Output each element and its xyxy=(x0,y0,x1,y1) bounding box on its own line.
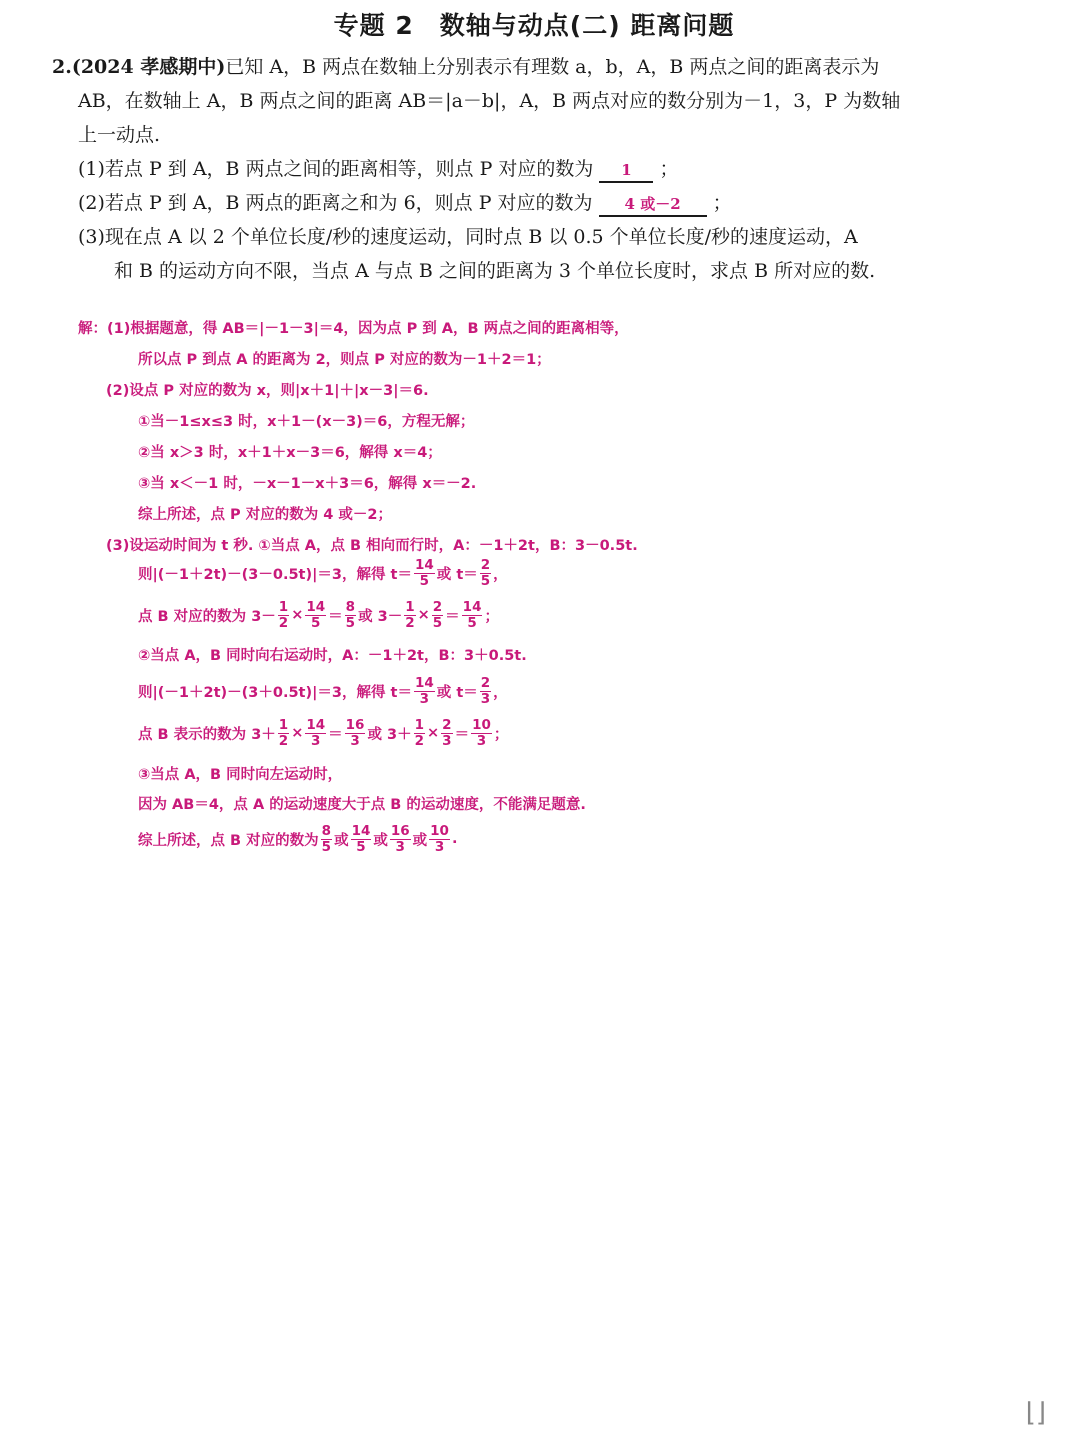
fraction: $\frac{1}{2}$ xyxy=(405,598,415,631)
solution-line-6: ③当 x＜－1 时，－x－1－x＋3＝6，解得 x＝－2. xyxy=(138,475,477,492)
fraction: $\frac{14}{3}$ xyxy=(306,716,326,749)
question-source: (2024 孝感期中) xyxy=(71,56,226,78)
solution-line-3: (2)设点 P 对应的数为 x，则|x＋1|＋|x－3|＝6. xyxy=(106,382,429,399)
fraction: $\frac{10}{3}$ xyxy=(472,716,491,749)
question-number: 2. xyxy=(52,56,72,78)
fraction: $\frac{2}{3}$ xyxy=(480,674,491,707)
fraction: $\frac{10}{3}$ xyxy=(430,822,449,855)
fraction: $\frac{1}{2}$ xyxy=(278,598,289,631)
page-title: 专题 2 数轴与动点(二) 距离问题 xyxy=(333,11,735,40)
fraction: $\frac{2}{5}$ xyxy=(432,598,443,631)
fraction: $\frac{2}{5}$ xyxy=(480,556,491,589)
fraction: $\frac{14}{3}$ xyxy=(414,674,434,707)
question-line-1: 2.(2024 孝感期中)已知 A，B 两点在数轴上分别表示有理数 a，b，A，B 两点之间的距离表示为 xyxy=(52,56,880,78)
solution-line-1: 解：(1)根据题意，得 AB＝|－1－3|＝4，因为点 P 到 A，B 两点之间的距离相等， xyxy=(78,320,629,337)
fraction: $\frac{1}{2}$ xyxy=(414,716,424,749)
solution-line-7: 综上所述，点 P 对应的数为 4 或－2； xyxy=(138,506,392,523)
fraction: $\frac{8}{5}$ xyxy=(321,822,332,855)
solution-line-15: 因为 AB＝4，点 A 的运动速度大于点 B 的运动速度，不能满足题意. xyxy=(138,796,586,813)
fraction: $\frac{16}{3}$ xyxy=(390,822,410,855)
question-line-2: AB，在数轴上 A，B 两点之间的距离 AB＝|a－b|，A，B 两点对应的数分别为－1，3，P 为数轴 xyxy=(78,90,901,112)
answer-blank-2: 4 或－2 xyxy=(599,193,707,217)
solution-line-8: (3)设运动时间为 t 秒. ①当点 A，点 B 相向而行时，A：－1＋2t，B：3－0.5t. xyxy=(106,537,638,554)
fraction: $\frac{16}{3}$ xyxy=(345,716,365,749)
part-2: (2)若点 P 到 A，B 两点的距离之和为 6，则点 P 对应的数为 4 或－2 ； xyxy=(52,186,1002,220)
part-3-line-2: 和 B 的运动方向不限，当点 A 与点 B 之间的距离为 3 个单位长度时，求点 B 所对应的数. xyxy=(114,260,876,282)
fraction: $\frac{14}{5}$ xyxy=(462,598,482,631)
fraction: $\frac{14}{5}$ xyxy=(306,598,326,631)
fraction: $\frac{2}{3}$ xyxy=(442,716,452,749)
solution-line-10: 点 B 对应的数为 3－ $\frac{1}{2}$ × $\frac{14}{5}$ ＝ $\frac{8}{5}$ 或 3－ $\frac{1}{2}$ × $\frac{2}{5}$ ＝ $\frac{14}{5}$ ； xyxy=(138,598,499,631)
part-1: (1)若点 P 到 A，B 两点之间的距离相等，则点 P 对应的数为 1 ； xyxy=(52,152,1002,186)
solution-line-13: 点 B 表示的数为 3＋ $\frac{1}{2}$ × $\frac{14}{3}$ ＝ $\frac{16}{3}$ 或 3＋ $\frac{1}{2}$ × $\frac{2}{3}$ ＝ $\frac{10}{3}$ ； xyxy=(138,716,509,749)
fraction: $\frac{1}{2}$ xyxy=(278,716,289,749)
part-3-line-1: (3)现在点 A 以 2 个单位长度/秒的速度运动，同时点 B 以 0.5 个单位长度/秒的速度运动，A xyxy=(78,226,858,248)
solution-line-11: ②当点 A，B 同时向右运动时，A：－1＋2t，B：3＋0.5t. xyxy=(138,647,527,664)
solution-line-5: ②当 x＞3 时，x＋1＋x－3＝6，解得 x＝4； xyxy=(138,444,442,461)
question-line-3: 上一动点. xyxy=(78,124,161,146)
solution-line-2: 所以点 P 到点 A 的距离为 2，则点 P 对应的数为－1＋2＝1； xyxy=(138,351,551,368)
fraction: $\frac{14}{5}$ xyxy=(351,822,371,855)
solution-block xyxy=(78,310,978,890)
solution-line-14: ③当点 A，B 同时向左运动时， xyxy=(138,766,343,783)
fraction: $\frac{14}{5}$ xyxy=(414,556,434,589)
fraction: $\frac{8}{5}$ xyxy=(345,598,356,631)
solution-line-16: 综上所述，点 B 对应的数为 $\frac{8}{5}$ 或 $\frac{14}{5}$ 或 $\frac{16}{3}$ 或 $\frac{10}{3}$ . xyxy=(138,822,458,855)
expand-icon[interactable]: ⌊⌋ xyxy=(1025,1398,1046,1428)
answer-blank-1: 1 xyxy=(599,159,653,183)
solution-line-9: 则|(－1＋2t)－(3－0.5t)|＝3，解得 t＝ $\frac{14}{5}$ 或 t＝ $\frac{2}{5}$ ， xyxy=(138,556,508,589)
solution-line-4: ①当－1≤x≤3 时，x＋1－(x－3)＝6，方程无解； xyxy=(138,413,475,430)
solution-line-12: 则|(－1＋2t)－(3＋0.5t)|＝3，解得 t＝ $\frac{14}{3}$ 或 t＝ $\frac{2}{3}$ ， xyxy=(138,674,508,707)
question-block xyxy=(52,50,1002,288)
